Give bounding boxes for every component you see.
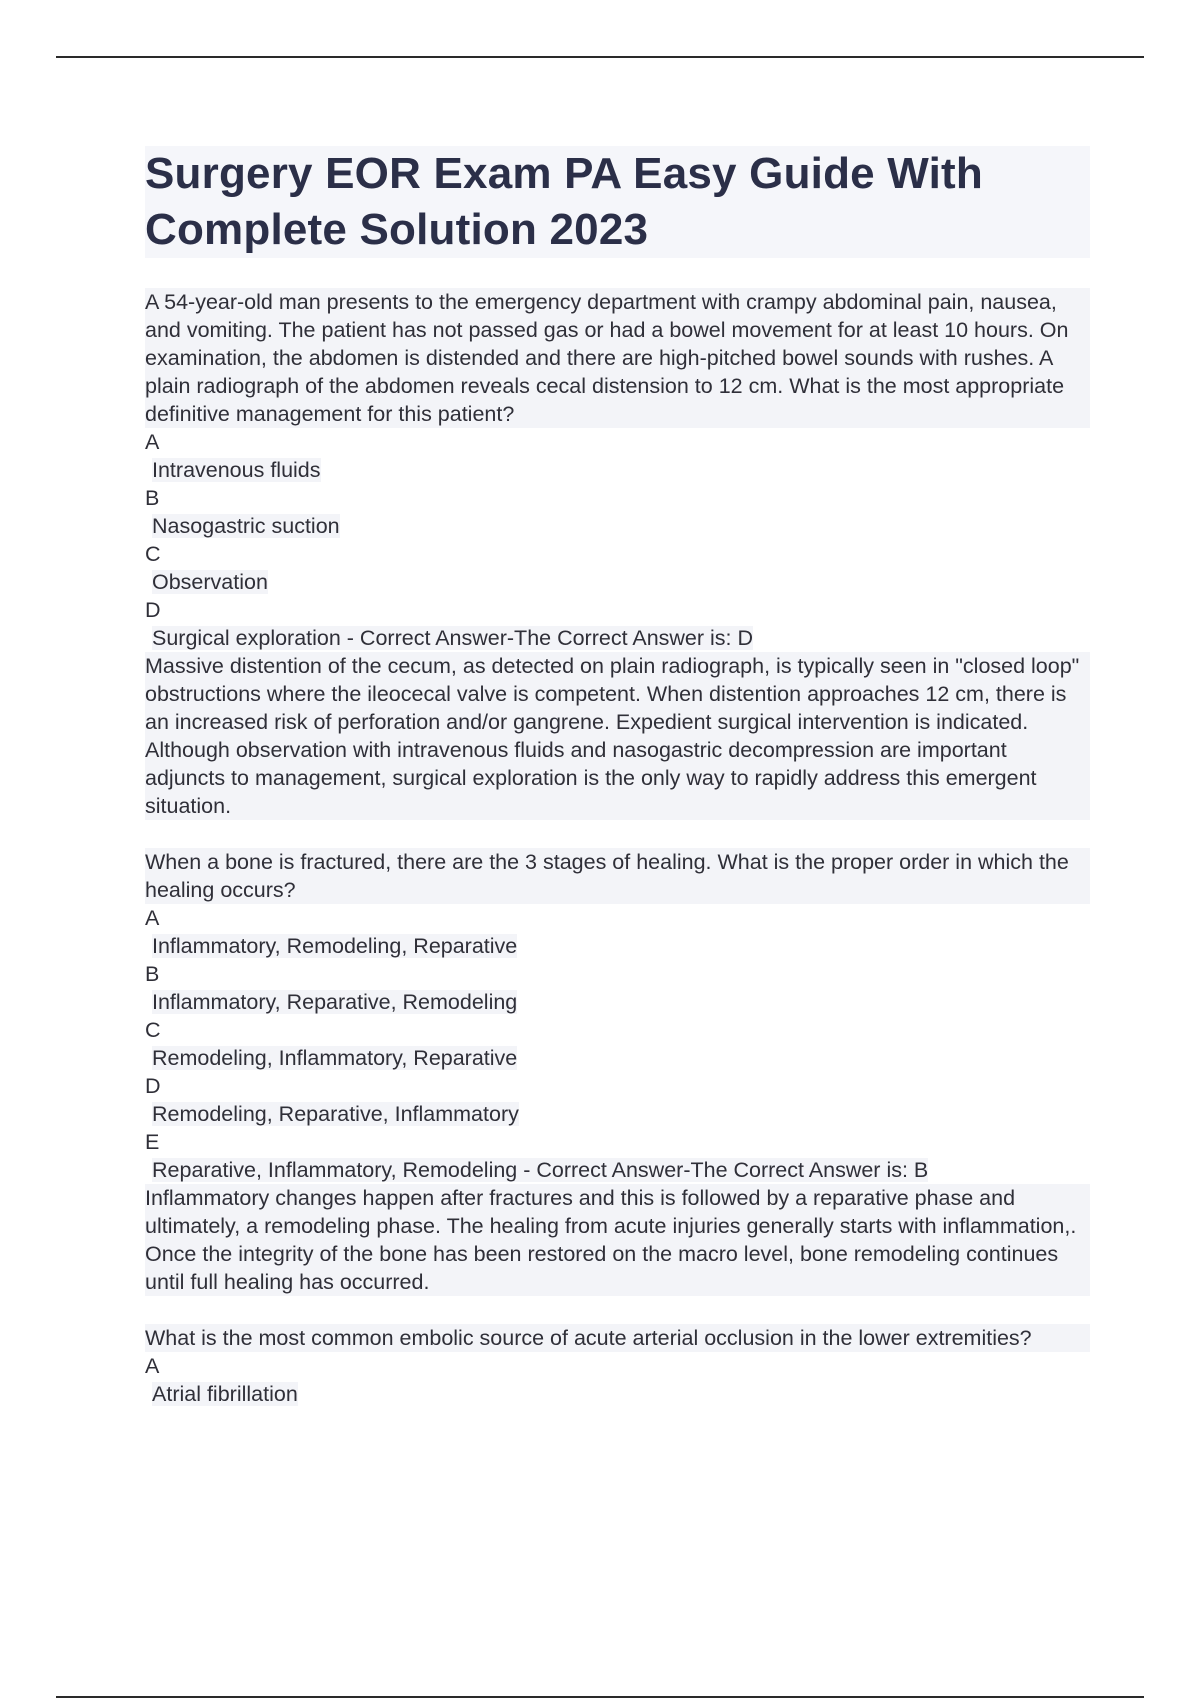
- option-letter: D: [145, 1074, 161, 1098]
- question-stem: When a bone is fractured, there are the 3 stages of healing. What is the proper order in which the healing occurs?: [145, 848, 1090, 904]
- option-letter: A: [145, 1354, 160, 1378]
- option-text-with-answer: Surgical exploration - Correct Answer-The Correct Answer is: D: [152, 626, 754, 650]
- question-stem: A 54-year-old man presents to the emergency department with crampy abdominal pain, nausea, and vomiting. The patient has not passed gas or had a bowel movement for at least 10 hours. On examination, the abdomen is distended and there are high-pitched bowel sounds with rushes. A plain radiograph of the abdomen reveals cecal distension to 12 cm. What is the most appropriate definitive management for this patient?: [145, 288, 1090, 428]
- option-letter: B: [145, 962, 160, 986]
- answer-explanation: Inflammatory changes happen after fractures and this is followed by a reparative phase and ultimately, a remodeling phase. The healing from acute injuries generally starts with inflammation,. Once the integrity of the bone has been restored on the macro level, bone remodeling continues until full healing has occurred.: [145, 1184, 1090, 1296]
- option-text: Intravenous fluids: [152, 458, 321, 482]
- spacer: [145, 1296, 1090, 1324]
- option-text: Inflammatory, Remodeling, Reparative: [152, 934, 518, 958]
- bottom-rule: [56, 1696, 1144, 1698]
- option-letter: D: [145, 598, 161, 622]
- option-text: Inflammatory, Reparative, Remodeling: [152, 990, 518, 1014]
- option-text: Nasogastric suction: [152, 514, 340, 538]
- option-text: Observation: [152, 570, 268, 594]
- question-stem: What is the most common embolic source of acute arterial occlusion in the lower extremities?: [145, 1324, 1090, 1352]
- question-1: [145, 288, 1090, 820]
- option-text: Atrial fibrillation: [152, 1382, 298, 1406]
- question-2: [145, 848, 1090, 1296]
- spacer: [145, 820, 1090, 848]
- option-letter: A: [145, 430, 160, 454]
- document-content: [145, 146, 1090, 1408]
- option-letter: B: [145, 486, 160, 510]
- option-text: Remodeling, Inflammatory, Reparative: [152, 1046, 518, 1070]
- top-rule: [56, 56, 1144, 58]
- title-block: [145, 146, 1090, 258]
- question-3: [145, 1324, 1090, 1408]
- question-list: [145, 288, 1090, 1408]
- option-text-with-answer: Reparative, Inflammatory, Remodeling - Correct Answer-The Correct Answer is: B: [152, 1158, 929, 1182]
- option-letter: E: [145, 1130, 160, 1154]
- answer-explanation: Massive distention of the cecum, as detected on plain radiograph, is typically seen in "closed loop" obstructions where the ileocecal valve is competent. When distention approaches 12 cm, there is an increased risk of perforation and/or gangrene. Expedient surgical intervention is indicated. Although observation with intravenous fluids and nasogastric decompression are important adjuncts to management, surgical exploration is the only way to rapidly address this emergent situation.: [145, 652, 1090, 820]
- document-title: Surgery EOR Exam PA Easy Guide With Complete Solution 2023: [145, 149, 983, 254]
- option-text: Remodeling, Reparative, Inflammatory: [152, 1102, 519, 1126]
- option-letter: C: [145, 542, 161, 566]
- option-letter: A: [145, 906, 160, 930]
- option-letter: C: [145, 1018, 161, 1042]
